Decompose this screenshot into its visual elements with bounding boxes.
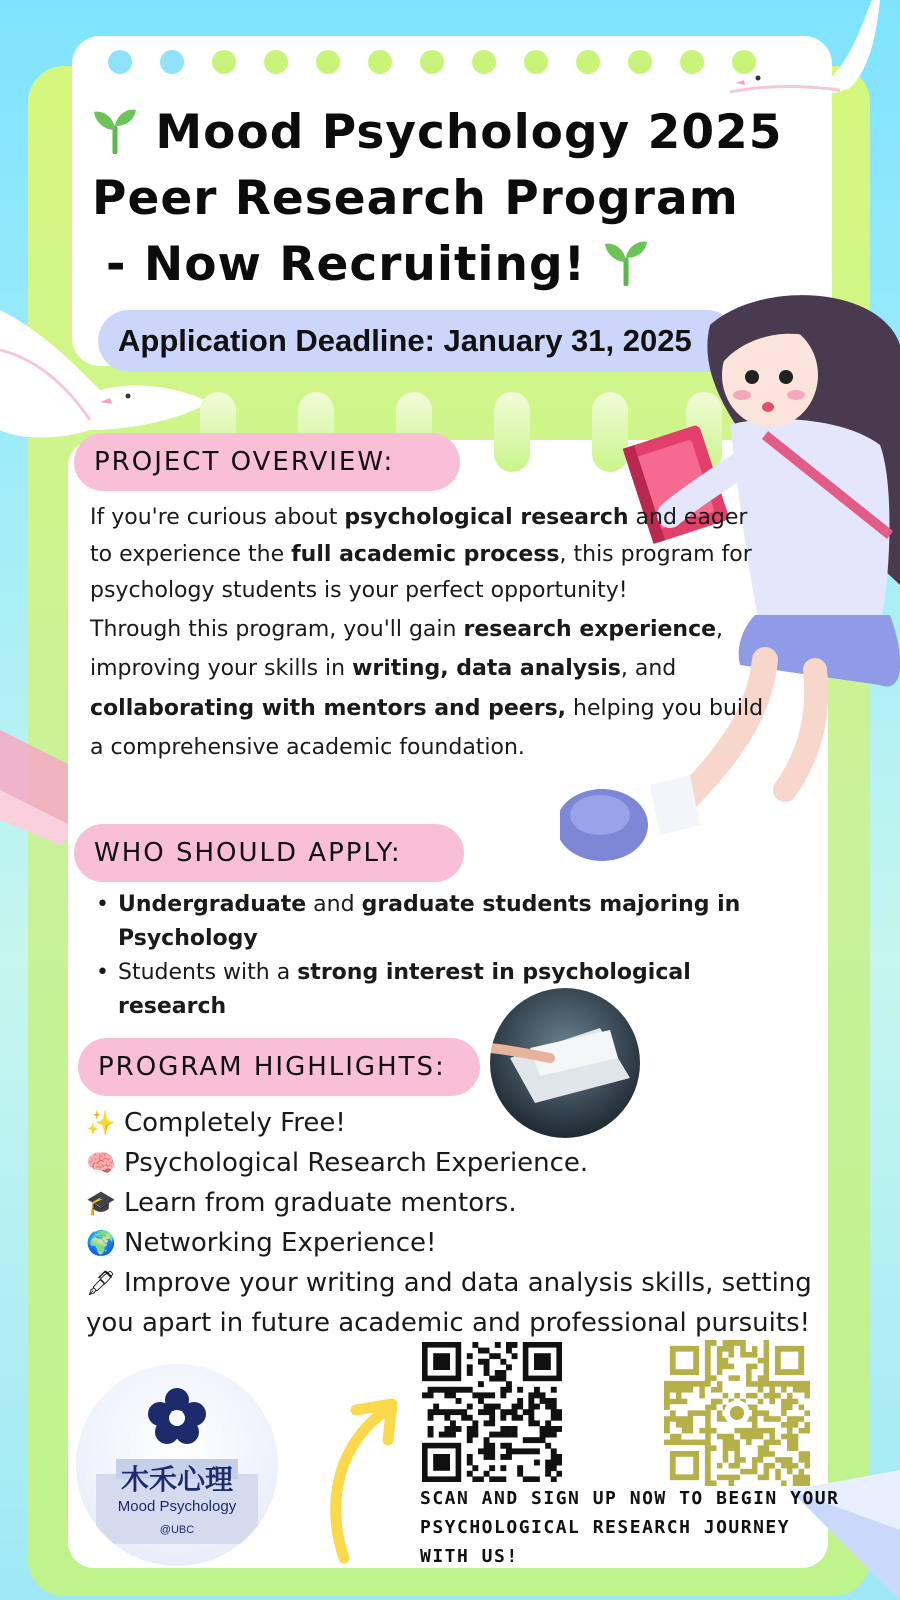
text-run: helping you build a comprehensive academic foundation.	[90, 695, 764, 760]
logo-sub-text: @UBC	[159, 1524, 195, 1536]
text-run: and eager to experience the	[90, 505, 748, 567]
decor-dot	[368, 50, 392, 74]
bold-text: full academic process	[291, 541, 560, 567]
decor-dot	[628, 50, 652, 74]
signup-qr-code[interactable]	[422, 1342, 562, 1482]
bold-text: writing, data analysis	[352, 656, 621, 681]
deadline-banner: Application Deadline: January 31, 2025	[98, 310, 738, 372]
decor-dot	[264, 50, 288, 74]
who-list-item	[90, 956, 770, 1024]
sparkles-icon: ✨	[86, 1109, 116, 1137]
highlight-item	[86, 1223, 826, 1263]
highlight-item	[86, 1263, 826, 1343]
title-line-2: Peer Research Program	[92, 171, 739, 226]
mood-psychology-logo	[76, 1364, 278, 1566]
text-run: If you're curious about	[90, 505, 345, 530]
decor-dot	[524, 50, 548, 74]
highlights-list	[86, 1103, 826, 1343]
highlight-text: Learn from graduate mentors.	[124, 1188, 517, 1218]
overview-paragraph-2	[90, 610, 770, 768]
highlight-item	[86, 1143, 826, 1183]
title-line-3: - Now Recruiting!	[106, 237, 587, 292]
arrow-icon	[316, 1396, 406, 1566]
logo-english-text: Mood Psychology	[117, 1498, 237, 1515]
logo-chinese-text: 木禾心理	[120, 1463, 233, 1496]
bold-text: research experience	[463, 616, 717, 642]
binder-peg	[494, 392, 530, 472]
highlight-item	[86, 1183, 826, 1223]
text-run: , improving your skills in	[90, 616, 724, 681]
brain-icon: 🧠	[86, 1149, 116, 1177]
bold-text: Undergraduate	[118, 892, 307, 917]
text-run: , and	[620, 656, 677, 681]
decor-dot	[160, 50, 184, 74]
overview-heading: PROJECT OVERVIEW:	[74, 433, 460, 491]
bold-text: collaborating with mentors and peers,	[90, 695, 567, 721]
highlight-text: Networking Experience!	[124, 1228, 437, 1258]
who-list	[90, 888, 770, 1024]
title-line-1: Mood Psychology 2025	[155, 105, 783, 160]
highlight-item	[86, 1103, 826, 1143]
page-title	[92, 100, 812, 298]
decor-dot	[212, 50, 236, 74]
bold-text: graduate students majoring in Psychology	[118, 892, 741, 951]
bold-text: psychological research	[344, 505, 629, 530]
scan-cta-text: SCAN AND SIGN UP NOW TO BEGIN YOUR PSYCHOLOGICAL RESEARCH JOURNEY WITH US!	[420, 1488, 840, 1567]
highlight-text: Improve your writing and data analysis skills, setting you apart in future academic and professional pursuits!	[86, 1268, 812, 1338]
overview-section	[90, 500, 770, 768]
globe-icon: 🌍	[86, 1229, 116, 1257]
decor-dot	[316, 50, 340, 74]
highlight-text: Psychological Research Experience.	[124, 1148, 589, 1178]
sprout-icon	[92, 106, 138, 154]
wechat-qr-code[interactable]	[664, 1340, 810, 1486]
text-run: , this program for psychology students is your perfect opportunity!	[90, 541, 752, 603]
bold-text: strong interest in psychological research	[118, 960, 691, 1019]
decor-dot	[472, 50, 496, 74]
sprout-icon	[603, 238, 649, 286]
decor-dot	[576, 50, 600, 74]
decor-dot	[420, 50, 444, 74]
pen-icon: 🖋	[86, 1269, 117, 1297]
who-heading: WHO SHOULD APPLY:	[74, 824, 464, 882]
text-run: and	[306, 892, 362, 917]
overview-paragraph-1	[90, 500, 770, 610]
decor-dot	[108, 50, 132, 74]
text-run: Through this program, you'll gain	[90, 616, 464, 642]
highlight-text: Completely Free!	[124, 1108, 346, 1138]
graduation-cap-icon: 🎓	[86, 1189, 116, 1217]
text-run: Students with a	[118, 960, 298, 985]
who-list-item	[90, 888, 770, 956]
highlights-heading: PROGRAM HIGHLIGHTS:	[78, 1038, 480, 1096]
